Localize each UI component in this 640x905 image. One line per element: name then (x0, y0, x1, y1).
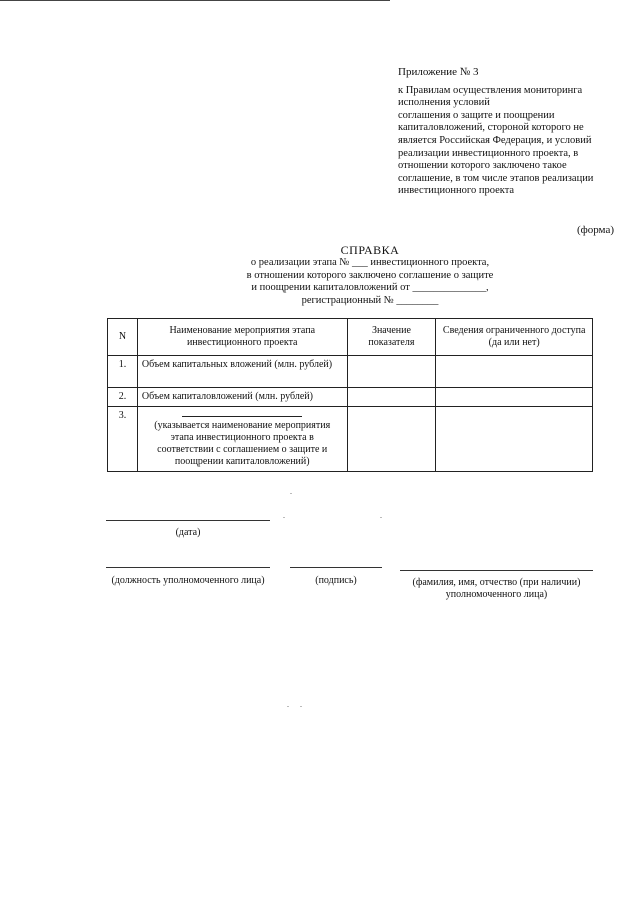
full-name-signature-line[interactable] (400, 570, 593, 571)
date-caption: (дата) (175, 527, 201, 538)
table-row (108, 407, 593, 472)
appendix-line: инвестиционного проекта (398, 185, 515, 197)
row-value-cell[interactable] (347, 356, 436, 388)
activity-name-blank-line (182, 412, 302, 417)
top-edge-line (0, 0, 390, 1)
appendix-line: является Российская Федерация, и условий (398, 134, 592, 146)
appendix-line: исполнения условий (398, 97, 490, 109)
row-value-cell[interactable] (347, 388, 436, 407)
scan-speck (283, 517, 285, 518)
row-number: 1. (108, 356, 138, 388)
document-title-block (220, 244, 520, 307)
row-activity-name-cell[interactable] (137, 407, 347, 472)
row-activity-name: Объем капитальных вложений (млн. рублей) (137, 356, 347, 388)
appendix-number: Приложение № 3 (398, 66, 479, 78)
header-indicator-value: Значение показателя (347, 319, 436, 356)
scan-speck (380, 517, 382, 518)
header-number: N (108, 319, 138, 356)
appendix-text (398, 85, 613, 198)
appendix-line: к Правилам осуществления мониторинга (398, 84, 583, 96)
scan-speck (300, 706, 302, 707)
title-line: в отношении которого заключено соглашение о защите (246, 269, 494, 281)
signature-line[interactable] (290, 567, 382, 568)
position-signature-line[interactable] (106, 567, 270, 568)
appendix-line: соглашение, в том числе этапов реализации (398, 172, 594, 184)
row-number: 3. (108, 407, 138, 472)
row-activity-name: Объем капиталовложений (млн. рублей) (137, 388, 347, 407)
row-number: 2. (108, 388, 138, 407)
report-table (107, 318, 593, 472)
row-restricted-cell[interactable] (436, 407, 593, 472)
scan-speck (287, 706, 289, 707)
scan-speck (290, 493, 292, 494)
table-row (108, 356, 593, 388)
title-line: о реализации этапа № ___ инвестиционного проекта, (250, 257, 490, 269)
row-restricted-cell[interactable] (436, 388, 593, 407)
appendix-line: отношении которого заключено такое (398, 160, 567, 172)
table-header-row (108, 319, 593, 356)
position-caption: (должность уполномоченного лица) (111, 575, 265, 586)
row-activity-name-hint: (указывается наименование мероприятия этапа инвестиционного проекта в соответствии с соглашением о защите и поощрении капиталовложений) (154, 420, 331, 467)
row-value-cell[interactable] (347, 407, 436, 472)
appendix-line: реализации инвестиционного проекта, в (398, 147, 579, 159)
appendix-line: соглашения о защите и поощрении (398, 109, 555, 121)
signature-caption: (подпись) (315, 575, 357, 586)
row-restricted-cell[interactable] (436, 356, 593, 388)
header-activity-name: Наименование мероприятия этапа инвестиционного проекта (137, 319, 347, 356)
title-line: регистрационный № ________ (301, 294, 439, 306)
appendix-line: капиталовложений, стороной которого не (398, 122, 584, 134)
title-line: и поощрении капиталовложений от ______________, (251, 282, 489, 294)
header-restricted-access: Сведения ограниченного доступа (да или нет) (436, 319, 593, 356)
document-title: СПРАВКА (340, 243, 400, 257)
form-label: (форма) (576, 224, 614, 236)
date-signature-line[interactable] (106, 520, 270, 521)
full-name-caption: (фамилия, имя, отчество (при наличии) уполномоченного лица) (412, 577, 581, 600)
appendix-block (398, 66, 613, 198)
table-row (108, 388, 593, 407)
